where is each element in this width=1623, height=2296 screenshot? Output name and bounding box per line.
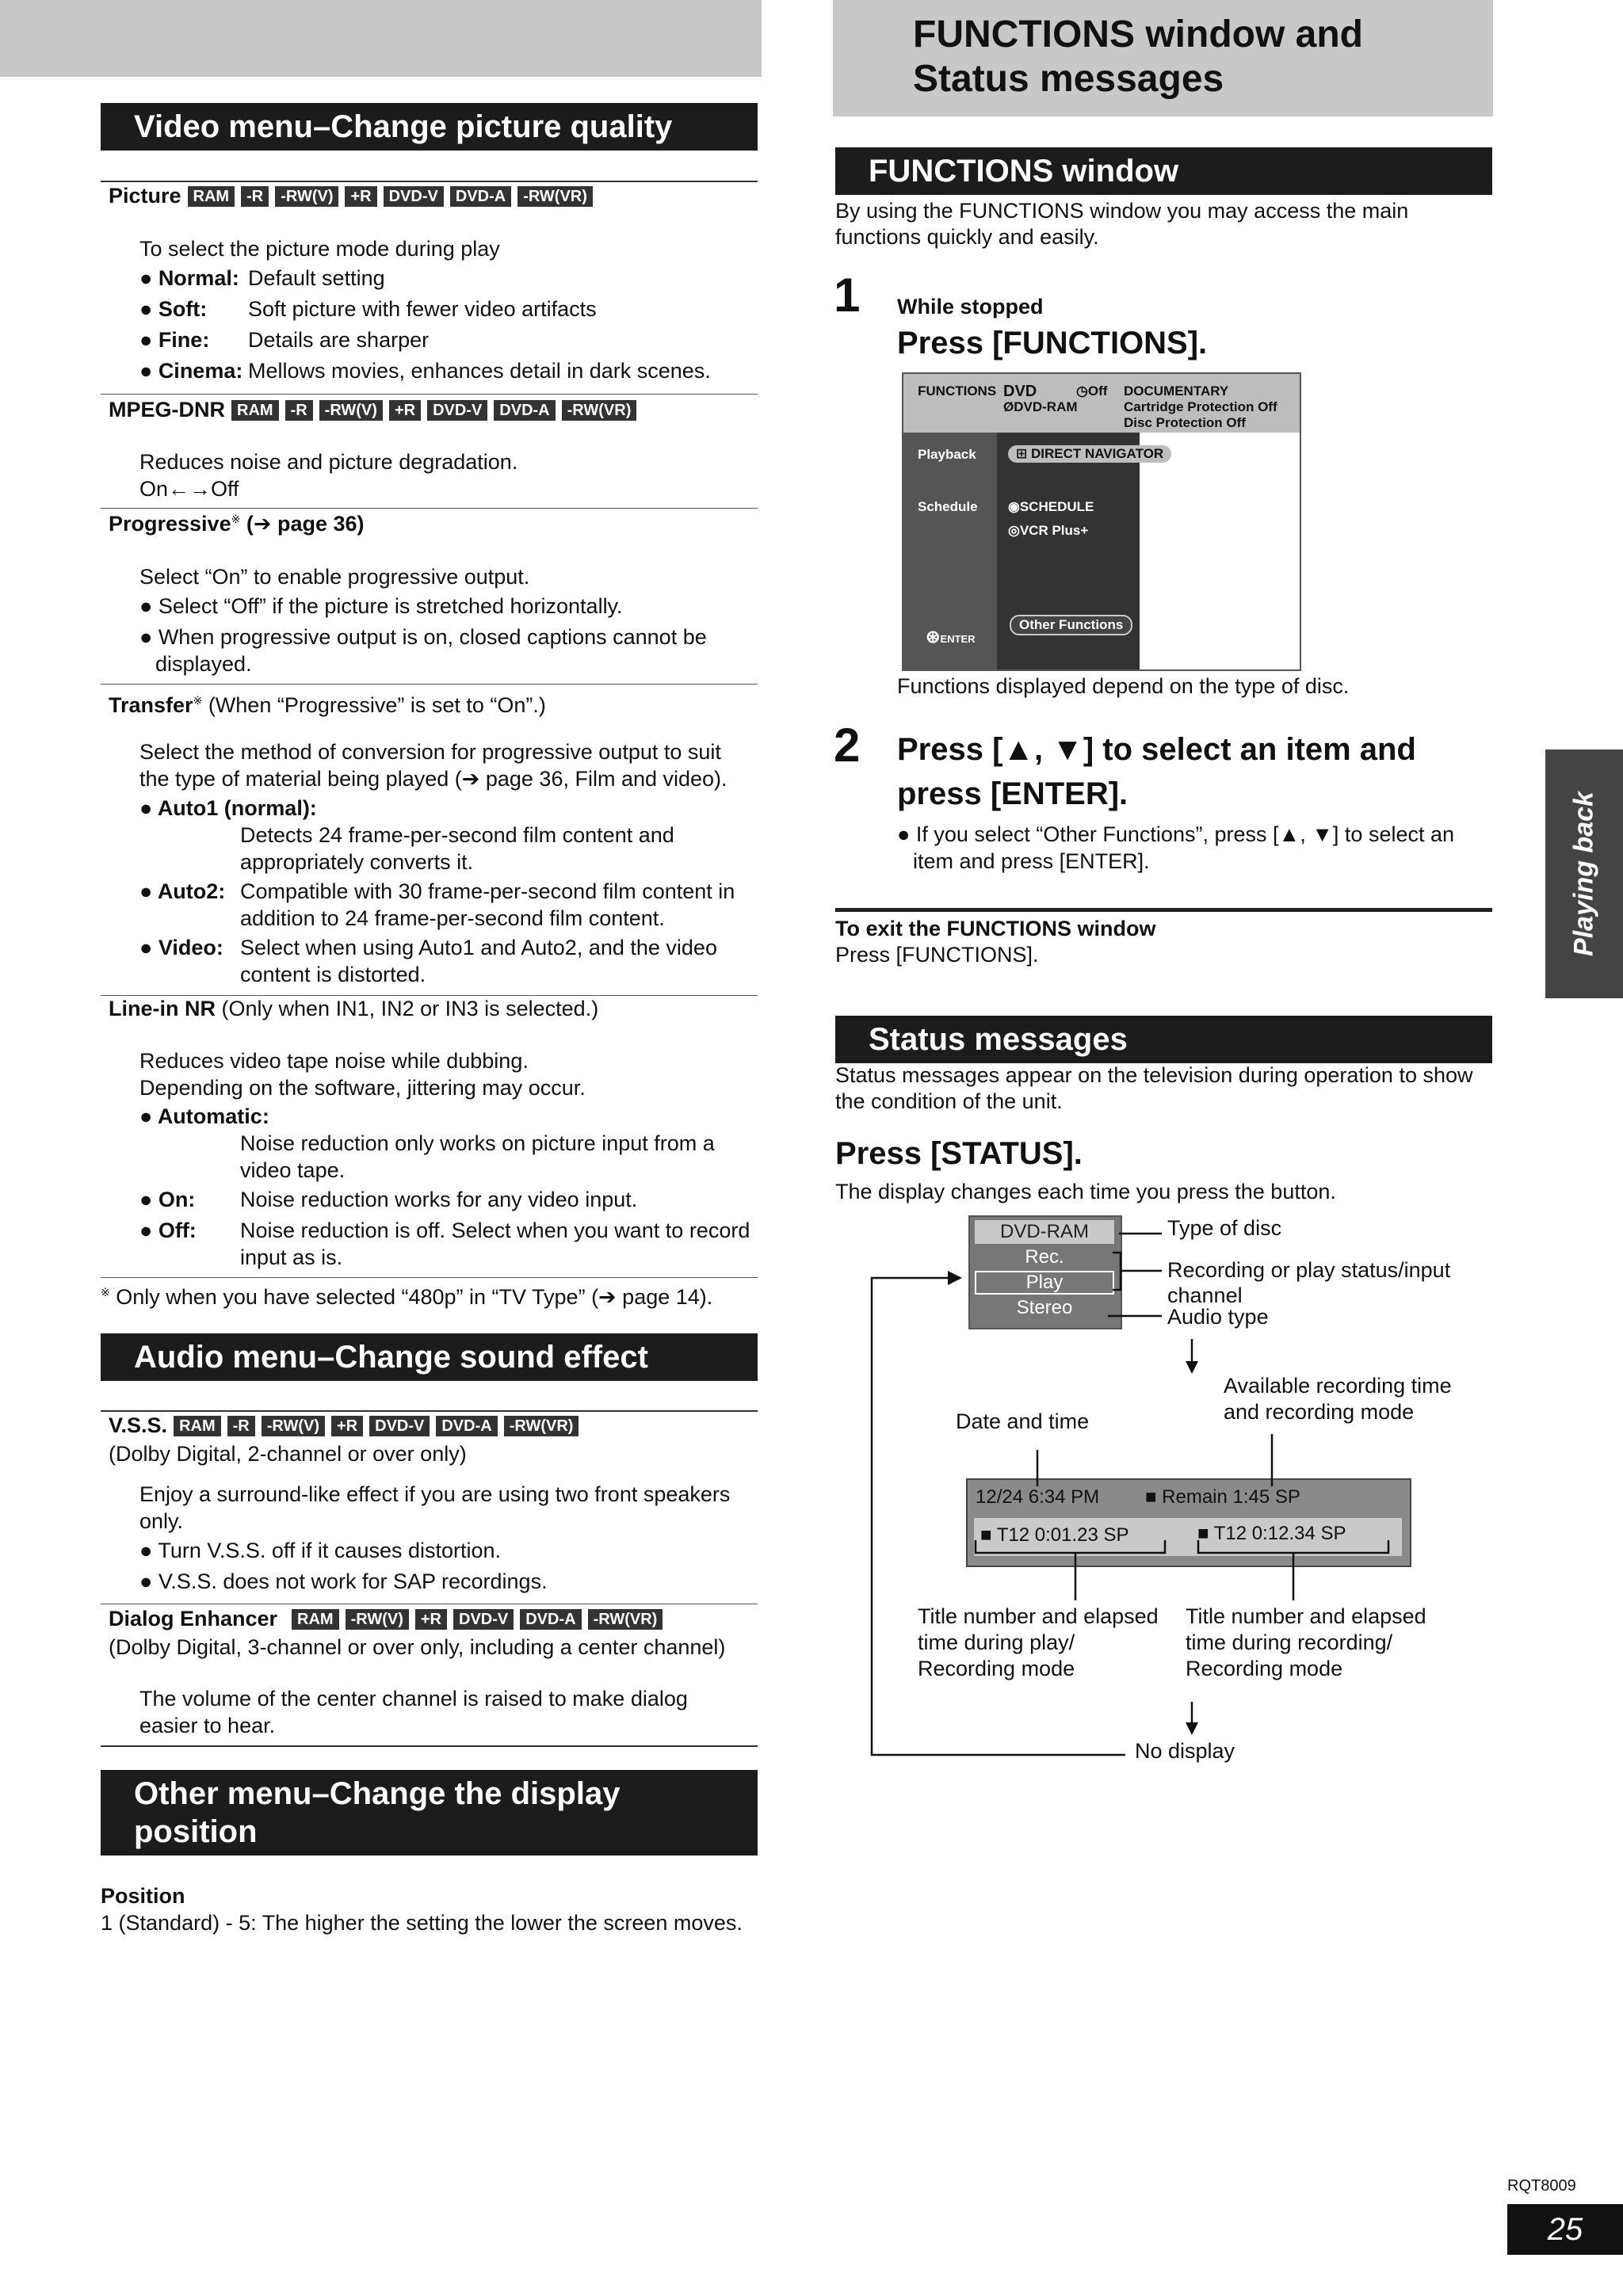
disc-type-tag: DVD-V [427,400,487,421]
auto1-line2: appropriately converts it. [240,850,474,874]
disc-type-tag: -RW(V) [275,186,338,207]
schedule-icon: ◉ [1008,499,1020,514]
linein-auto-line1: Noise reduction only works on picture input from a [240,1131,715,1155]
step-2-bullet-cont: item and press [ENTER]. [913,849,1150,873]
label-rec-title-1: Title number and elapsed [1186,1604,1426,1628]
disc-type-tag: -RW(VR) [562,400,637,421]
disc-type-tag: -R [241,186,269,207]
auto1-term: ● Auto1 (normal): [139,796,317,820]
page-title: FUNCTIONS window and Status messages [913,13,1363,100]
schedule-item[interactable]: ◉SCHEDULE [1008,499,1094,514]
timer-icon: ◷ [1076,383,1088,399]
screen-timer: ◷Off [1076,383,1108,399]
linein-off-term: ● Off: [139,1219,197,1242]
playing-back-tab [1545,749,1623,998]
position-text: 1 (Standard) - 5: The higher the setting the lower the screen moves. [101,1911,743,1935]
linein-on-text: Noise reduction works for any video input. [240,1188,638,1211]
disc-type-tag: -RW(V) [346,1609,409,1630]
dialog-title: Dialog Enhancer RAM -RW(V) +R DVD-V DVD-A -RW(VR) [109,1607,663,1631]
vss-line1: Enjoy a surround-like effect if you are using two front speakers [139,1482,731,1506]
disc-type-tag: +R [389,400,421,421]
label-available-2: and recording mode [1224,1400,1415,1424]
exit-text: Press [FUNCTIONS]. [835,943,1039,967]
picture-title: Picture RAM -R -RW(V) +R DVD-V DVD-A -RW(VR) [109,184,593,208]
disc-icon: Ø [1003,399,1014,414]
vss-line2: only. [139,1509,184,1533]
video-menu-header: Video menu–Change picture quality [101,103,758,151]
direct-navigator-item[interactable]: ⊞ DIRECT NAVIGATOR [1008,445,1171,463]
progressive-bullet1: ● Select “Off” if the picture is stretched horizontally. [139,594,623,618]
vcr-icon: ◎ [1008,523,1020,538]
auto2-line2: addition to 24 frame-per-second film content. [240,906,665,930]
progressive-title: Progressive※ (➔ page 36) [109,512,365,536]
navigator-icon: ⊞ [1016,446,1028,461]
bar-play-title: ■ T12 0:01.23 SP [980,1524,1129,1546]
other-menu-header: Other menu–Change the display position [101,1770,758,1855]
vss-bullet1: ● Turn V.S.S. off if it causes distortion. [139,1539,502,1562]
step-2-bullet: ● If you select “Other Functions”, press [▲, ▼] to select an [897,822,1455,846]
disc-type-tag: -R [285,400,313,421]
disc-type-tag: DVD-V [453,1609,514,1630]
progressive-line1: Select “On” to enable progressive output. [139,565,530,589]
screen-documentary: DOCUMENTARY [1124,383,1229,399]
linein-title: Line-in NR (Only when IN1, IN2 or IN3 is selected.) [109,997,599,1020]
vss-title: V.S.S. RAM -R -RW(V) +R DVD-V DVD-A -RW(VR) [109,1413,579,1438]
footnote: ※ Only when you have selected “480p” in “TV Type” (➔ page 14). [101,1285,713,1309]
mpeg-line2: On←→Off [139,477,239,501]
exit-title: To exit the FUNCTIONS window [835,917,1156,940]
disc-type-tag: DVD-A [436,1416,497,1436]
transfer-line1: Select the method of conversion for progressive output to suit [139,740,721,764]
audio-menu-header: Audio menu–Change sound effect [101,1333,758,1381]
screen-enter-hint: ⊛ENTER [926,627,976,646]
disc-type-tag: DVD-A [494,400,555,421]
label-rec-status-2: channel [1167,1283,1243,1307]
label-date-time: Date and time [956,1409,1090,1433]
dialog-line2: easier to hear. [139,1714,276,1737]
linein-line1: Reduces video tape noise while dubbing. [139,1049,529,1073]
linein-off-line2: input as is. [240,1245,343,1269]
screen-schedule-label: Schedule [918,499,978,514]
disc-type-tag: -RW(V) [319,400,383,421]
status-messages-header: Status messages [835,1016,1492,1063]
status-disc-type: DVD-RAM [975,1220,1114,1244]
progressive-bullet2-cont: displayed. [155,652,252,676]
linein-off-line1: Noise reduction is off. Select when you want to record [240,1219,750,1242]
label-play-title-2: time during play/ [918,1630,1075,1654]
bar-date-time: 12/24 6:34 PM [976,1486,1100,1508]
label-rec-title-2: time during recording/ [1186,1630,1393,1654]
screen-playback-label: Playback [918,447,976,462]
other-functions-button[interactable]: Other Functions [1010,615,1132,635]
screen-cartridge: Cartridge Protection Off [1124,399,1277,414]
screen-functions-label: FUNCTIONS [918,383,997,399]
disc-type-tag: RAM [174,1416,221,1436]
disc-type-tag: -RW(VR) [504,1416,579,1436]
transfer-line2: the type of material being played (➔ page 36, Film and video). [139,767,727,791]
disc-type-tag: DVD-A [450,186,511,207]
label-play-title-3: Recording mode [918,1657,1075,1680]
label-rec-status-1: Recording or play status/input [1167,1258,1451,1282]
disc-type-tag: DVD-V [369,1416,430,1436]
enter-dial-icon: ⊛ [926,627,941,646]
linein-auto-term: ● Automatic: [139,1104,269,1128]
step-1-press: Press [FUNCTIONS]. [897,326,1208,360]
screen-disc-protection: Disc Protection Off [1124,415,1246,430]
disc-type-tag: -RW(V) [262,1416,325,1436]
video-line2: content is distorted. [240,963,426,986]
vss-bullet2: ● V.S.S. does not work for SAP recordings. [139,1569,548,1593]
label-play-title-1: Title number and elapsed [918,1604,1159,1628]
disc-type-tag: DVD-V [384,186,444,207]
status-play: Play [975,1271,1114,1295]
auto1-line1: Detects 24 frame-per-second film content and [240,823,674,847]
bar-remain: ■ Remain 1:45 SP [1145,1486,1300,1508]
step-2-number: 2 [834,719,861,772]
progressive-bullet2: ● When progressive output is on, closed captions cannot be [139,625,707,649]
status-rec: Rec. [1025,1246,1064,1268]
mpeg-line1: Reduces noise and picture degradation. [139,450,518,474]
dialog-line1: The volume of the center channel is raised to make dialog [139,1687,688,1711]
status-audio: Stereo [1016,1297,1073,1318]
label-no-display: No display [1135,1739,1235,1763]
disc-type-tag: RAM [292,1609,339,1630]
linein-line2: Depending on the software, jittering may occur. [139,1076,586,1100]
disc-type-tag: +R [331,1416,363,1436]
label-available-1: Available recording time [1224,1374,1452,1398]
video-term: ● Video: [139,936,223,959]
screen-caption: Functions displayed depend on the type of disc. [897,674,1350,698]
disc-type-tag: RAM [188,186,235,207]
status-intro-1: Status messages appear on the television during operation to show [835,1063,1473,1087]
functions-window-header: FUNCTIONS window [835,147,1492,195]
disc-type-tag: -RW(VR) [588,1609,663,1630]
transfer-title: Transfer※ (When “Progressive” is set to “On”.) [109,693,546,717]
status-intro-2: the condition of the unit. [835,1089,1063,1113]
disc-type-tag: +R [415,1609,447,1630]
disc-type-tag: -RW(VR) [517,186,593,207]
functions-intro-2: functions quickly and easily. [835,225,1099,249]
linein-auto-line2: video tape. [240,1158,346,1182]
document-code: RQT8009 [1507,2177,1576,2195]
video-line1: Select when using Auto1 and Auto2, and the video [240,936,717,959]
bar-rec-title: ■ T12 0:12.34 SP [1197,1523,1346,1544]
vcr-plus-item[interactable]: ◎VCR Plus+ [1008,523,1089,538]
status-changes: The display changes each time you press the button. [835,1180,1336,1203]
picture-desc: To select the picture mode during play [139,237,500,261]
position-title: Position [101,1884,185,1908]
auto2-term: ● Auto2: [139,879,226,903]
functions-intro-1: By using the FUNCTIONS window you may access the main [835,199,1409,223]
auto2-line1: Compatible with 30 frame-per-second film content in [240,879,735,903]
disc-type-tag: RAM [231,400,279,421]
step-1-condition: While stopped [897,295,1044,318]
disc-type-tag: -R [227,1416,255,1436]
step-2-press-2: press [ENTER]. [897,776,1128,811]
label-rec-title-3: Recording mode [1186,1657,1343,1680]
screen-dvdram: ØDVD-RAM [1003,399,1078,414]
playing-back-label: Playing back [1568,791,1599,956]
label-type-of-disc: Type of disc [1167,1216,1282,1240]
step-2-press-1: Press [▲, ▼] to select an item and [897,732,1416,767]
disc-type-tag: +R [345,186,376,207]
step-1-number: 1 [834,269,861,322]
page-number: 25 [1507,2204,1623,2255]
dialog-cond: (Dolby Digital, 3-channel or over only, including a center channel) [109,1635,726,1659]
label-audio-type: Audio type [1167,1305,1269,1329]
screen-dvd: DVD [1003,383,1037,400]
linein-on-term: ● On: [139,1188,196,1211]
disc-type-tag: DVD-A [520,1609,581,1630]
status-press: Press [STATUS]. [835,1136,1083,1171]
vss-cond: (Dolby Digital, 2-channel or over only) [109,1442,467,1466]
mpeg-dnr-title: MPEG-DNR RAM -R -RW(V) +R DVD-V DVD-A -RW(VR) [109,398,636,422]
